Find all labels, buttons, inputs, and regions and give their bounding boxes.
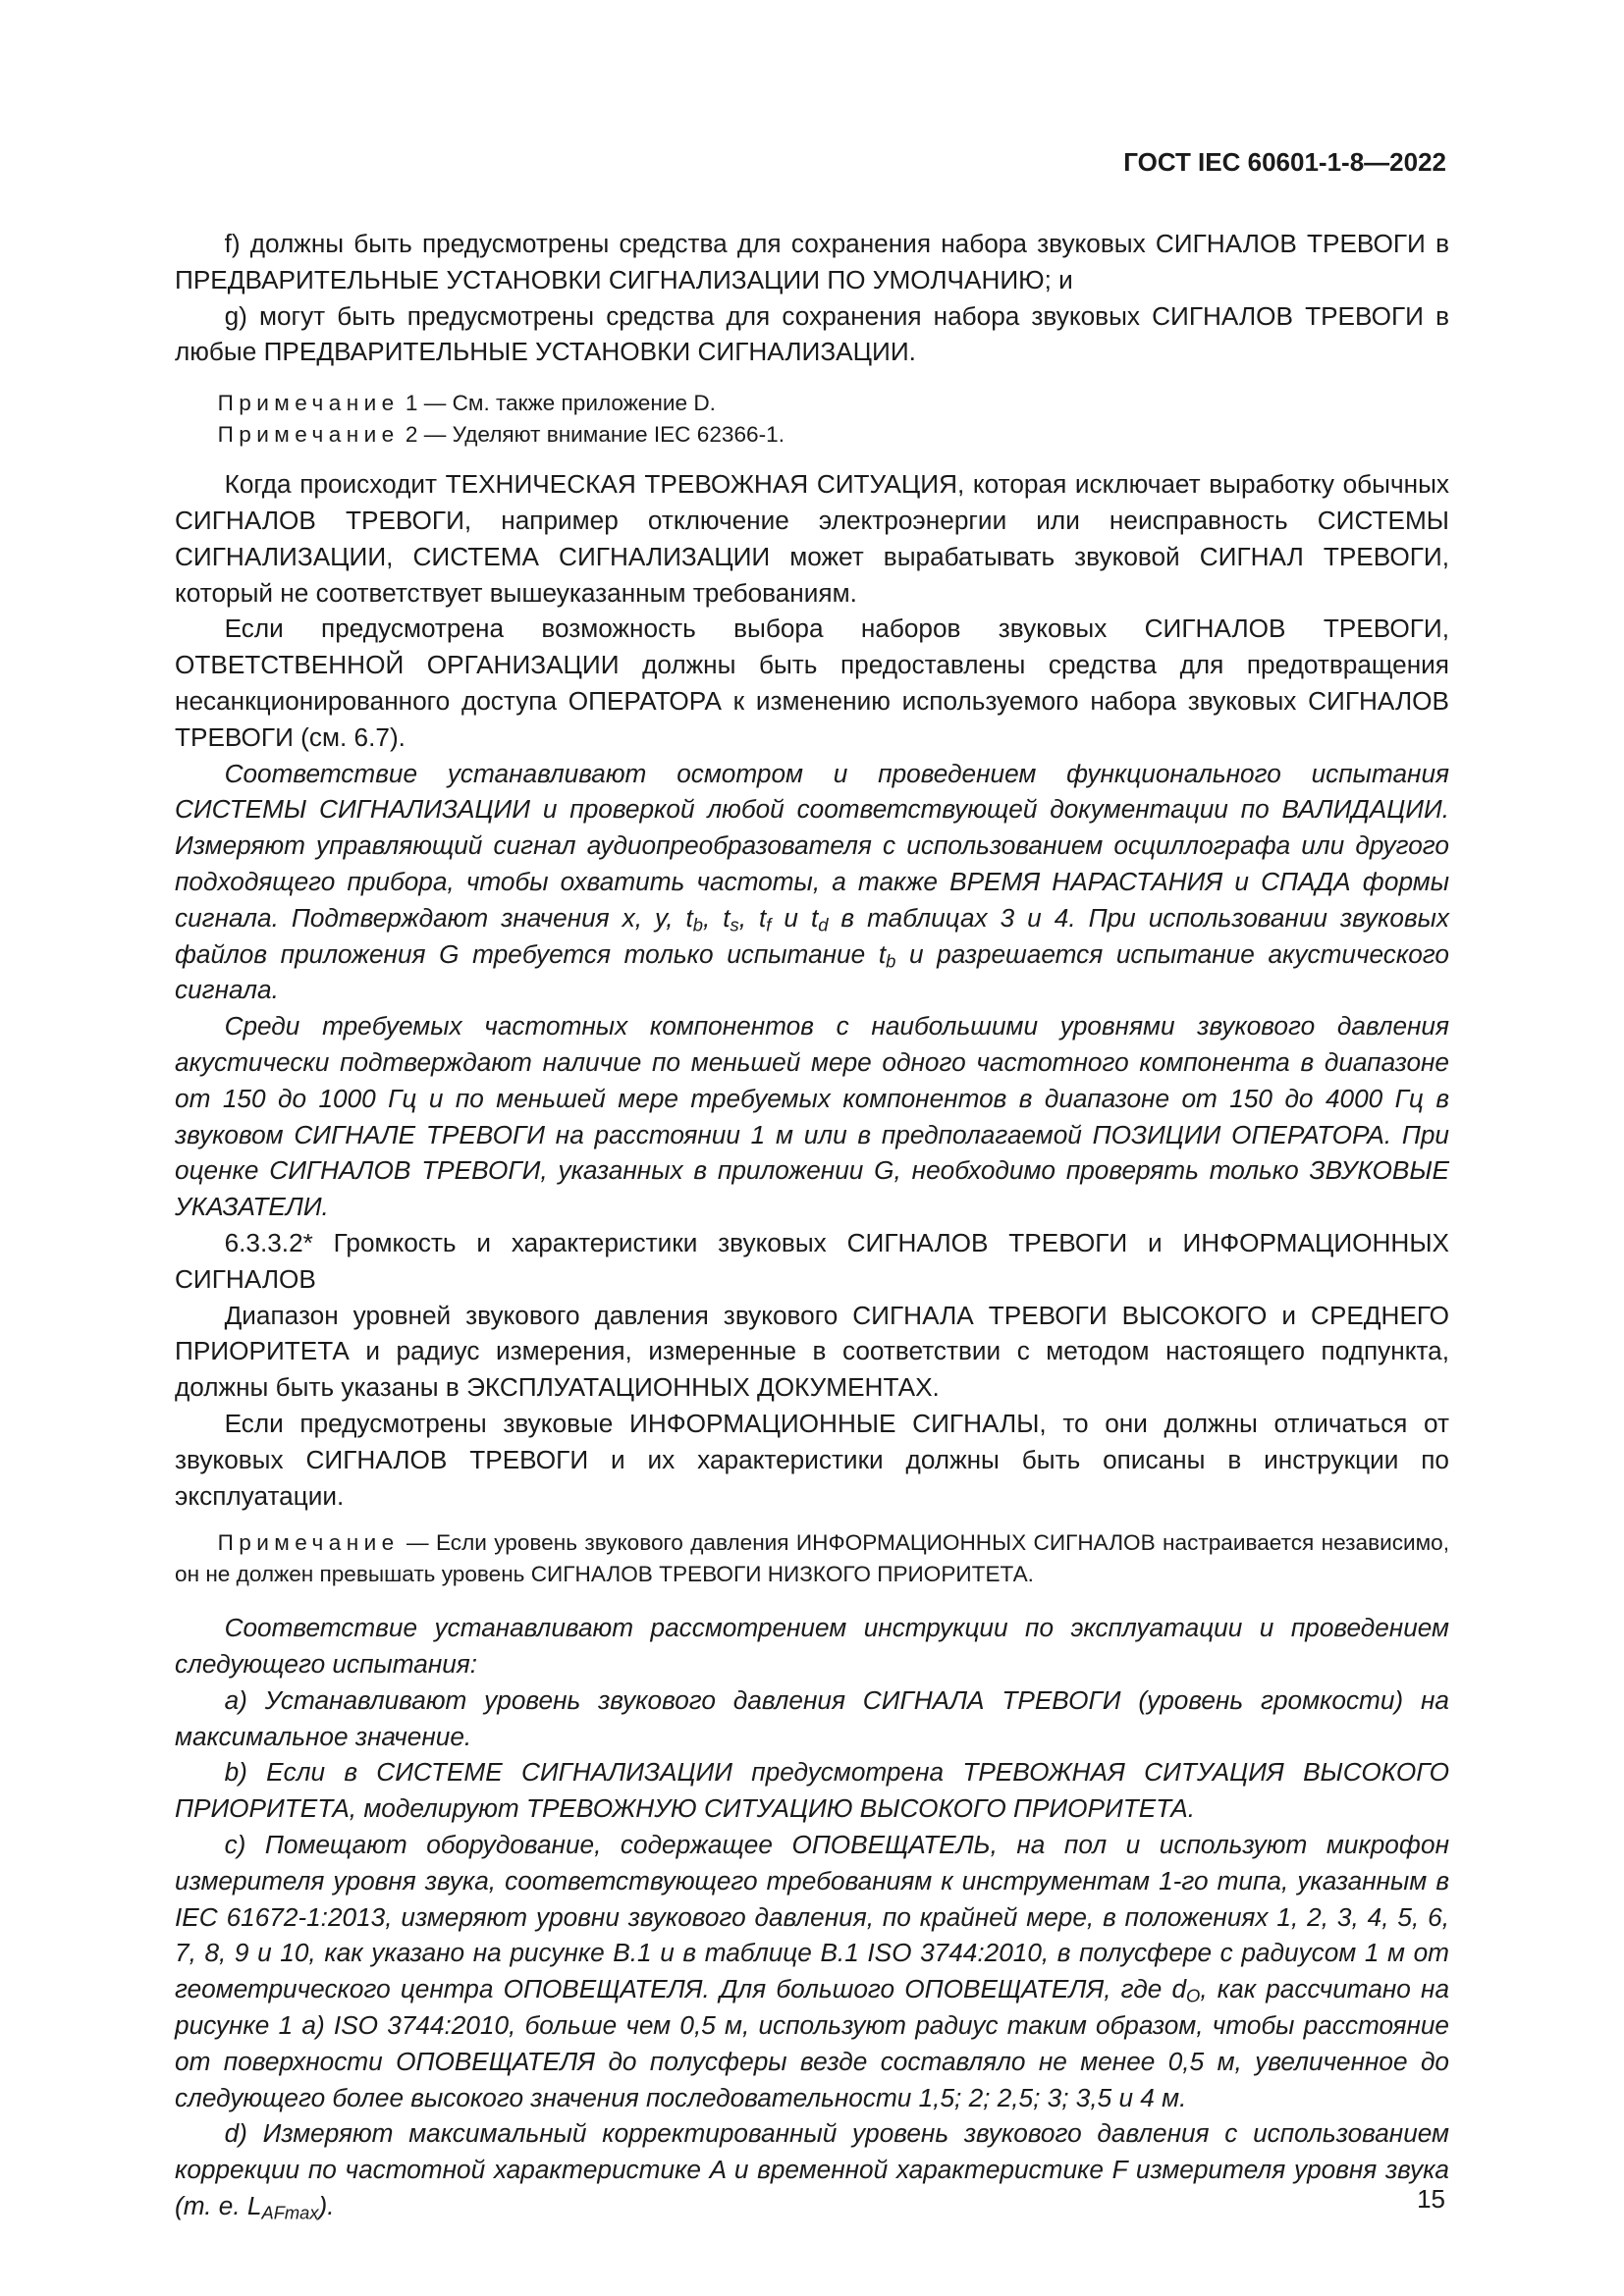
- document-code-header: ГОСТ IEC 60601-1-8—2022: [1123, 147, 1446, 177]
- note-2: [175, 419, 1449, 451]
- test-step-a: a) Устанавливают уровень звукового давления СИГНАЛА ТРЕВОГИ (уровень громкости) на максимальное значение.: [175, 1684, 1449, 1751]
- note-text: — Если уровень звукового давления ИНФОРМАЦИОННЫХ СИГНАЛОВ настраивается независимо, он не должен превышать уровень СИГНАЛОВ ТРЕВОГИ НИЗКОГО ПРИОРИТЕТА.: [175, 1530, 1449, 1587]
- page-body: [175, 226, 1449, 2224]
- test-step-b: b) Если в СИСТЕМЕ СИГНАЛИЗАЦИИ предусмотрена ТРЕВОЖНАЯ СИТУАЦИЯ ВЫСОКОГО ПРИОРИТЕТА, моделируют ТРЕВОЖНУЮ СИТУАЦИЮ ВЫСОКОГО ПРИОРИТЕТА.: [175, 1757, 1449, 1824]
- note-1: [175, 388, 1449, 419]
- note-label: Примечание: [217, 422, 400, 448]
- paragraph-responsible-org: Если предусмотрена возможность выбора наборов звуковых СИГНАЛОВ ТРЕВОГИ, ОТВЕТСТВЕННОЙ ОРГАНИЗАЦИИ должны быть предоставлены средства для предотвращения несанкционированного доступа ОПЕРАТОРА к изменению используемого набора звуковых СИГНАЛОВ ТРЕВОГИ (см. 6.7).: [175, 614, 1449, 752]
- page-number: 15: [1417, 2184, 1445, 2214]
- note-label: Примечание: [217, 1530, 400, 1556]
- compliance-paragraph-3: Соответствие устанавливают рассмотрением инструкции по эксплуатации и проведением следующего испытания:: [175, 1613, 1449, 1680]
- list-item-g: g) могут быть предусмотрены средства для сохранения набора звуковых СИГНАЛОВ ТРЕВОГИ в любые ПРЕДВАРИТЕЛЬНЫЕ УСТАНОВКИ СИГНАЛИЗАЦИИ.: [175, 300, 1449, 367]
- note-label: Примечание: [217, 391, 400, 416]
- test-step-d: d) Измеряют максимальный корректированный уровень звукового давления с использованием коррекции по частотной характеристике A и временной характеристике F измерителя уровня звука (т. е. $L_{AFmax}$).: [175, 2118, 1449, 2223]
- note-3: [175, 1527, 1449, 1590]
- note-text: 2 — Уделяют внимание IEC 62366-1.: [405, 422, 785, 448]
- paragraph-info-signals: Если предусмотрены звуковые ИНФОРМАЦИОННЫЕ СИГНАЛЫ, то они должны отличаться от звуковых СИГНАЛОВ ТРЕВОГИ и их характеристики должны быть описаны в инструкции по эксплуатации.: [175, 1408, 1449, 1511]
- compliance-paragraph-2: Среди требуемых частотных компонентов с наибольшими уровнями звукового давления акустически подтверждают наличие по меньшей мере одного частотного компонента в диапазоне от 150 до 1000 Гц и по меньшей мере требуемых компонентов в диапазоне от 150 до 4000 Гц в звуковом СИГНАЛЕ ТРЕВОГИ на расстоянии 1 м или в предполагаемой ПОЗИЦИИ ОПЕРАТОРА. При оценке СИГНАЛОВ ТРЕВОГИ, указанных в приложении G, необходимо проверять только ЗВУКОВЫЕ УКАЗАТЕЛИ.: [175, 1011, 1449, 1222]
- paragraph-technical-alarm: Когда происходит ТЕХНИЧЕСКАЯ ТРЕВОЖНАЯ СИТУАЦИЯ, которая исключает выработку обычных СИГНАЛОВ ТРЕВОГИ, например отключение электроэнергии или неисправность СИСТЕМЫ СИГНАЛИЗАЦИИ, СИСТЕМА СИГНАЛИЗАЦИИ может вырабатывать звуковой СИГНАЛ ТРЕВОГИ, который не соответствует вышеуказанным требованиям.: [175, 469, 1449, 608]
- compliance-paragraph-1: Соответствие устанавливают осмотром и проведением функционального испытания СИСТЕМЫ СИГНАЛИЗАЦИИ и проверкой любой соответствующей документации по ВАЛИДАЦИИ. Измеряют управляющий сигнал аудиопреобразователя с использованием осциллографа или другого подходящего прибора, чтобы охватить частоты, а также ВРЕМЯ НАРАСТАНИЯ и СПАДА формы сигнала. Подтверждают значения x, y, $t_b$, $t_s$, $t_f$ и $t_d$ в таблицах 3 и 4. При использовании звуковых файлов приложения G требуется только испытание $t_b$ и разрешается испытание акустического сигнала.: [175, 758, 1449, 1005]
- note-text: 1 — См. также приложение D.: [405, 391, 716, 416]
- section-heading: 6.3.3.2* Громкость и характеристики звуковых СИГНАЛОВ ТРЕВОГИ и ИНФОРМАЦИОННЫХ СИГНАЛОВ: [175, 1227, 1449, 1294]
- list-item-f: f) должны быть предусмотрены средства для сохранения набора звуковых СИГНАЛОВ ТРЕВОГИ в ПРЕДВАРИТЕЛЬНЫЕ УСТАНОВКИ СИГНАЛИЗАЦИИ ПО УМОЛЧАНИЮ; и: [175, 229, 1449, 294]
- paragraph-pressure-range: Диапазон уровней звукового давления звукового СИГНАЛА ТРЕВОГИ ВЫСОКОГО и СРЕДНЕГО ПРИОРИТЕТА и радиус измерения, измеренные в соответствии с методом настоящего подпункта, должны быть указаны в ЭКСПЛУАТАЦИОННЫХ ДОКУМЕНТАХ.: [175, 1300, 1449, 1403]
- test-step-c: c) Помещают оборудование, содержащее ОПОВЕЩАТЕЛЬ, на пол и используют микрофон измерителя уровня звука, соответствующего требованиям к инструментам 1-го типа, указанным в IEC 61672-1:2013, измеряют уровни звукового давления, по крайней мере, в положениях 1, 2, 3, 4, 5, 6, 7, 8, 9 и 10, как указано на рисунке B.1 и в таблице B.1 ISO 3744:2010, в полусфере с радиусом 1 м от геометрического центра ОПОВЕЩАТЕЛЯ. Для большого ОПОВЕЩАТЕЛЯ, где $d_O$, как рассчитано на рисунке 1 a) ISO 3744:2010, больше чем 0,5 м, используют радиус таким образом, чтобы расстояние от поверхности ОПОВЕЩАТЕЛЯ до полусферы везде составляло не менее 0,5 м, увеличенное до следующего более высокого значения последовательности 1,5; 2; 2,5; 3; 3,5 и 4 м.: [175, 1830, 1450, 2112]
